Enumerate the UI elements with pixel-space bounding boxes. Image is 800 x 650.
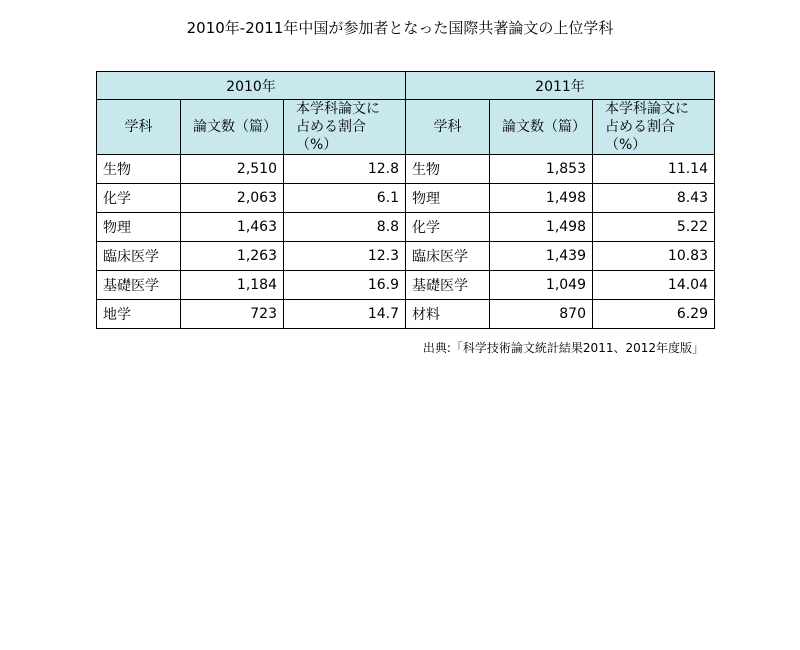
share-cell: 10.83 (593, 242, 715, 271)
subject-cell: 物理 (406, 184, 490, 213)
count-cell: 1,498 (490, 184, 593, 213)
year-header-2011: 2011年 (406, 72, 715, 100)
share-cell: 14.04 (593, 271, 715, 300)
subject-cell: 臨床医学 (97, 242, 181, 271)
count-cell: 1,263 (181, 242, 284, 271)
count-cell: 2,510 (181, 155, 284, 184)
count-cell: 723 (181, 300, 284, 329)
count-cell: 1,853 (490, 155, 593, 184)
subject-cell: 生物 (406, 155, 490, 184)
column-header-share-line2: 占める割合（%） (605, 119, 675, 153)
share-cell: 12.8 (284, 155, 406, 184)
year-header-2010: 2010年 (97, 72, 406, 100)
share-cell: 16.9 (284, 271, 406, 300)
share-cell: 5.22 (593, 213, 715, 242)
count-cell: 870 (490, 300, 593, 329)
source-note: 出典:「科学技術論文統計結果2011、2012年度版」 (422, 341, 704, 355)
column-header-count: 論文数（篇） (490, 100, 593, 155)
table-row (97, 184, 715, 213)
share-cell: 11.14 (593, 155, 715, 184)
subject-cell: 基礎医学 (97, 271, 181, 300)
column-header-row (97, 100, 715, 155)
data-table (96, 71, 715, 329)
column-header-count: 論文数（篇） (181, 100, 284, 155)
table-row (97, 242, 715, 271)
subject-cell: 地学 (97, 300, 181, 329)
subject-cell: 基礎医学 (406, 271, 490, 300)
subject-cell: 生物 (97, 155, 181, 184)
table-row (97, 271, 715, 300)
subject-cell: 化学 (406, 213, 490, 242)
column-header-subject: 学科 (406, 100, 490, 155)
chart-title: 2010年-2011年中国が参加者となった国際共著論文の上位学科 (186, 19, 614, 37)
column-header-share-line1: 本学科論文に (296, 101, 380, 117)
count-cell: 1,498 (490, 213, 593, 242)
count-cell: 1,049 (490, 271, 593, 300)
table-row (97, 155, 715, 184)
count-cell: 1,439 (490, 242, 593, 271)
column-header-share (284, 100, 406, 155)
share-cell: 14.7 (284, 300, 406, 329)
year-header-row (97, 72, 715, 100)
count-cell: 1,184 (181, 271, 284, 300)
share-cell: 8.8 (284, 213, 406, 242)
share-cell: 6.29 (593, 300, 715, 329)
column-header-share-line1: 本学科論文に (605, 101, 689, 117)
column-header-subject: 学科 (97, 100, 181, 155)
share-cell: 6.1 (284, 184, 406, 213)
share-cell: 12.3 (284, 242, 406, 271)
subject-cell: 材料 (406, 300, 490, 329)
table-row (97, 213, 715, 242)
count-cell: 1,463 (181, 213, 284, 242)
table-row (97, 300, 715, 329)
share-cell: 8.43 (593, 184, 715, 213)
subject-cell: 臨床医学 (406, 242, 490, 271)
count-cell: 2,063 (181, 184, 284, 213)
column-header-share-line2: 占める割合（%） (296, 119, 366, 153)
subject-cell: 化学 (97, 184, 181, 213)
column-header-share (593, 100, 715, 155)
subject-cell: 物理 (97, 213, 181, 242)
